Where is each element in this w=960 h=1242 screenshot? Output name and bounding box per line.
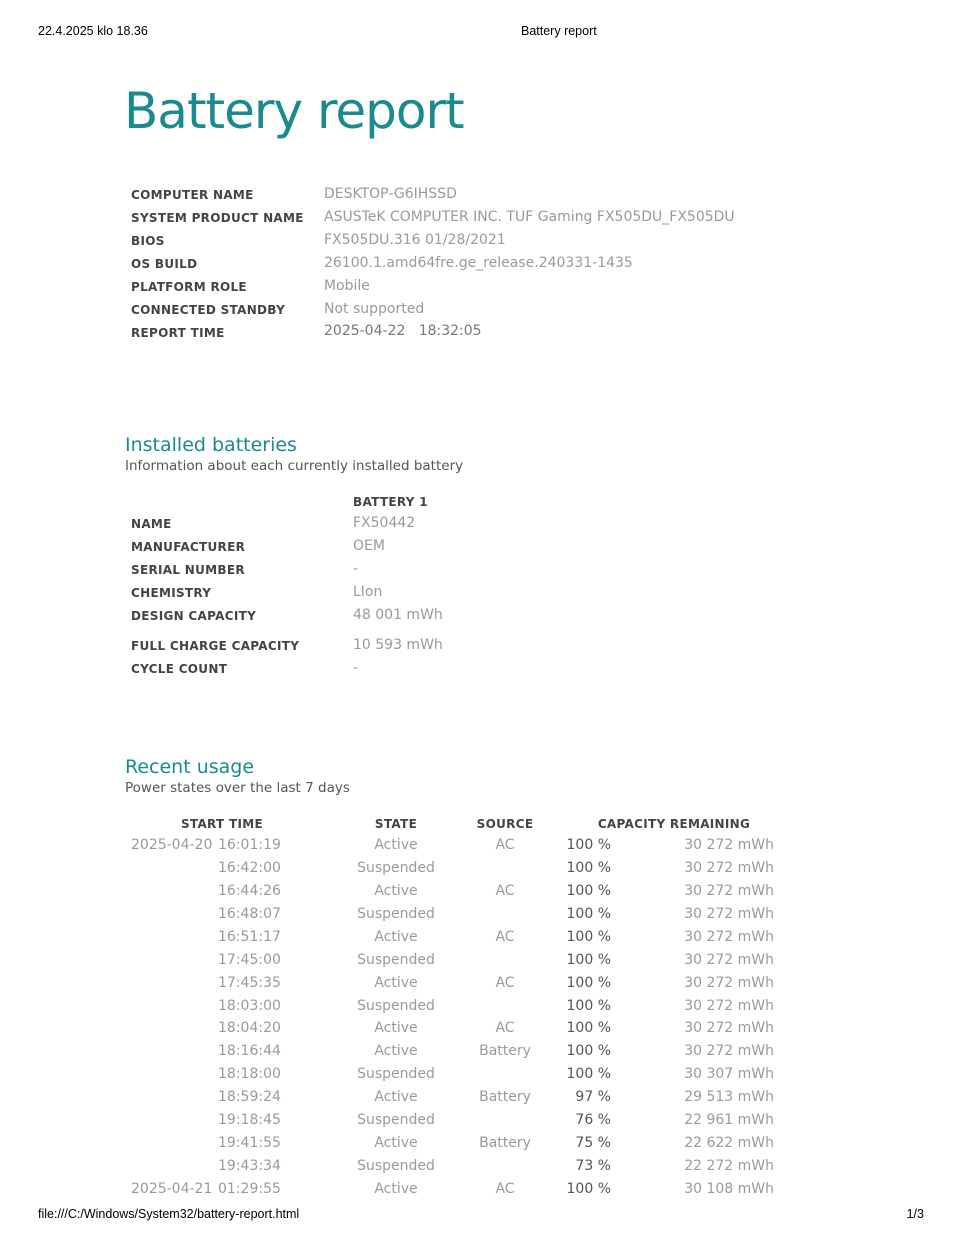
product-name-value: ASUSTeK COMPUTER INC. TUF Gaming FX505DU_FX505DU — [324, 209, 735, 225]
battery-name-label: NAME — [131, 517, 172, 531]
row-state: Active — [374, 837, 418, 853]
row-time: 16:42:00 — [218, 859, 281, 876]
serial-number-label: SERIAL NUMBER — [131, 563, 245, 577]
os-build-label: OS BUILD — [131, 257, 198, 271]
row-percent: 97 % — [575, 1089, 611, 1106]
row-percent: 100 % — [566, 1020, 611, 1037]
computer-name-label: COMPUTER NAME — [131, 188, 254, 202]
row-source: AC — [495, 837, 515, 853]
row-state: Suspended — [357, 859, 435, 876]
connected-standby-label: CONNECTED STANDBY — [131, 303, 286, 317]
row-capacity-mwh: 30 272 mWh — [684, 974, 774, 991]
row-state: Active — [374, 1043, 418, 1060]
print-url: file:///C:/Windows/System32/battery-report.html — [38, 1207, 300, 1221]
battery-name-value: FX50442 — [353, 515, 416, 531]
row-state: Active — [374, 1181, 418, 1197]
row-time: 17:45:35 — [218, 974, 281, 991]
manufacturer-value: OEM — [353, 538, 385, 554]
row-time: 01:29:55 — [218, 1181, 281, 1197]
row-capacity-mwh: 30 272 mWh — [684, 905, 774, 922]
row-time: 19:41:55 — [218, 1135, 281, 1152]
row-state: Suspended — [357, 905, 435, 922]
row-source: AC — [495, 974, 515, 991]
row-percent: 100 % — [566, 928, 611, 945]
cycle-count-value: - — [353, 660, 359, 676]
row-capacity-mwh: 22 961 mWh — [684, 1112, 774, 1129]
row-percent: 100 % — [566, 859, 611, 876]
row-capacity-mwh: 30 272 mWh — [684, 997, 774, 1014]
row-source: AC — [495, 882, 515, 899]
installed-batteries-title: Installed batteries — [125, 434, 297, 456]
print-datetime: 22.4.2025 klo 18.36 — [38, 24, 148, 38]
print-header — [0, 24, 960, 40]
col-capacity-remaining: CAPACITY REMAINING — [597, 817, 751, 831]
row-capacity-mwh: 30 307 mWh — [684, 1066, 774, 1083]
chemistry-value: LIon — [353, 584, 383, 600]
row-percent: 75 % — [575, 1135, 611, 1152]
row-capacity-mwh: 30 272 mWh — [684, 1043, 774, 1060]
row-percent: 100 % — [566, 1043, 611, 1060]
row-percent: 100 % — [566, 974, 611, 991]
print-page-title: Battery report — [521, 24, 597, 38]
row-capacity-mwh: 29 513 mWh — [684, 1089, 774, 1106]
row-time: 18:16:44 — [218, 1043, 281, 1060]
row-state: Active — [374, 1089, 418, 1106]
full-charge-capacity-label: FULL CHARGE CAPACITY — [131, 639, 300, 653]
row-percent: 76 % — [575, 1112, 611, 1129]
row-source: AC — [495, 928, 515, 945]
row-time: 19:43:34 — [218, 1158, 281, 1174]
full-charge-capacity-value: 10 593 mWh — [353, 637, 443, 653]
bios-value: FX505DU.316 01/28/2021 — [324, 232, 506, 248]
row-source: Battery — [479, 1089, 531, 1106]
platform-role-value: Mobile — [324, 278, 370, 294]
row-capacity-mwh: 30 272 mWh — [684, 928, 774, 945]
page-title: Battery report — [124, 82, 464, 140]
connected-standby-value: Not supported — [324, 301, 425, 317]
installed-batteries-subtitle: Information about each currently installed battery — [125, 458, 464, 474]
row-percent: 100 % — [566, 1066, 611, 1083]
row-capacity-mwh: 30 272 mWh — [684, 951, 774, 968]
row-state: Active — [374, 928, 418, 945]
platform-role-label: PLATFORM ROLE — [131, 280, 247, 294]
row-percent: 100 % — [566, 837, 611, 853]
row-time: 16:51:17 — [218, 928, 281, 945]
cycle-count-label: CYCLE COUNT — [131, 662, 228, 676]
row-date: 2025-04-21 — [131, 1181, 213, 1197]
row-capacity-mwh: 30 272 mWh — [684, 859, 774, 876]
row-state: Active — [374, 974, 418, 991]
product-name-label: SYSTEM PRODUCT NAME — [131, 211, 304, 225]
row-source: AC — [495, 1181, 515, 1197]
col-source: SOURCE — [476, 817, 534, 831]
row-state: Suspended — [357, 1112, 435, 1129]
bios-label: BIOS — [131, 234, 165, 248]
print-footer — [0, 1207, 960, 1223]
row-time: 16:48:07 — [218, 905, 281, 922]
row-time: 18:04:20 — [218, 1020, 281, 1037]
row-state: Active — [374, 1135, 418, 1152]
row-capacity-mwh: 30 272 mWh — [684, 882, 774, 899]
row-percent: 100 % — [566, 882, 611, 899]
recent-usage-title: Recent usage — [125, 756, 255, 778]
row-percent: 100 % — [566, 1181, 611, 1197]
row-percent: 100 % — [566, 951, 611, 968]
row-time: 19:18:45 — [218, 1112, 281, 1129]
row-percent: 100 % — [566, 997, 611, 1014]
battery-1-header: BATTERY 1 — [353, 495, 428, 509]
row-source: Battery — [479, 1135, 531, 1152]
serial-number-value: - — [353, 561, 359, 577]
col-start-time: START TIME — [180, 817, 264, 831]
row-time: 16:01:19 — [218, 837, 281, 853]
row-percent: 73 % — [575, 1158, 611, 1174]
row-capacity-mwh: 22 622 mWh — [684, 1135, 774, 1152]
row-state: Suspended — [357, 997, 435, 1014]
row-state: Active — [374, 1020, 418, 1037]
chemistry-label: CHEMISTRY — [131, 586, 212, 600]
col-state: STATE — [374, 817, 418, 831]
row-state: Suspended — [357, 1158, 435, 1174]
row-time: 18:59:24 — [218, 1089, 281, 1106]
row-state: Suspended — [357, 951, 435, 968]
row-capacity-mwh: 22 272 mWh — [684, 1158, 774, 1174]
row-time: 17:45:00 — [218, 951, 281, 968]
row-date: 2025-04-20 — [131, 837, 213, 853]
report-time-value: 2025-04-22 18:32:05 — [324, 323, 482, 339]
row-source: AC — [495, 1020, 515, 1037]
print-page-number: 1/3 — [906, 1207, 924, 1221]
row-source: Battery — [479, 1043, 531, 1060]
manufacturer-label: MANUFACTURER — [131, 540, 246, 554]
row-time: 18:18:00 — [218, 1066, 281, 1083]
row-state: Suspended — [357, 1066, 435, 1083]
report-time-label: REPORT TIME — [131, 326, 225, 340]
os-build-value: 26100.1.amd64fre.ge_release.240331-1435 — [324, 255, 633, 271]
row-capacity-mwh: 30 108 mWh — [684, 1181, 774, 1197]
row-time: 16:44:26 — [218, 882, 281, 899]
design-capacity-value: 48 001 mWh — [353, 607, 443, 623]
row-percent: 100 % — [566, 905, 611, 922]
row-capacity-mwh: 30 272 mWh — [684, 1020, 774, 1037]
row-state: Active — [374, 882, 418, 899]
row-time: 18:03:00 — [218, 997, 281, 1014]
row-capacity-mwh: 30 272 mWh — [684, 837, 774, 853]
computer-name-value: DESKTOP-G6IHSSD — [324, 186, 457, 202]
recent-usage-subtitle: Power states over the last 7 days — [125, 780, 350, 796]
design-capacity-label: DESIGN CAPACITY — [131, 609, 257, 623]
